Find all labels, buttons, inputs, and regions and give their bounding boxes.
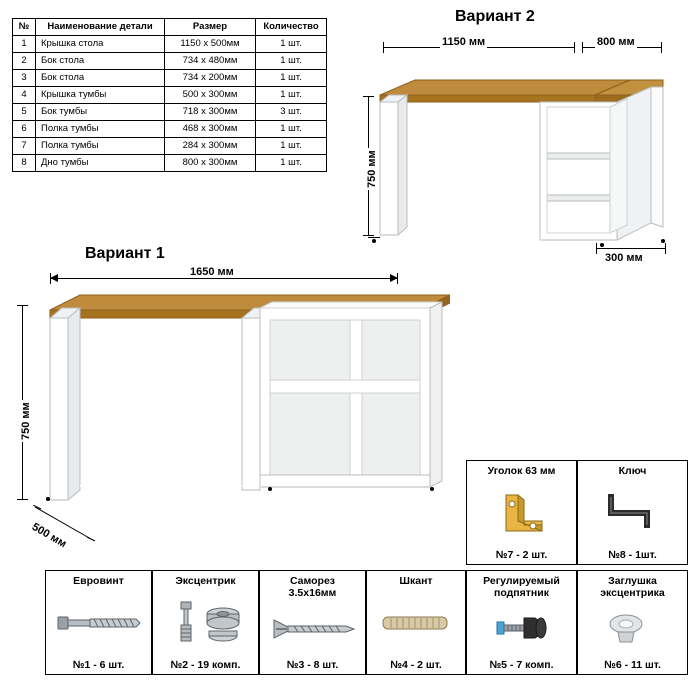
v1-width-arrow-right [390, 274, 398, 282]
v2-height-tick-bottom [363, 235, 374, 236]
hardware-title: Эксцентрик [175, 575, 236, 587]
v2-marker-mid [600, 243, 604, 247]
hardware-title [600, 575, 665, 599]
hardware-title-line1: Регулируемый [483, 575, 560, 587]
cell-size: 468 х 300мм [165, 121, 256, 138]
hardware-box-cam-lock [152, 570, 259, 675]
hardware-title-line2: эксцентрика [600, 587, 665, 599]
v1-marker-left [46, 497, 50, 501]
cell-name: Полка тумбы [36, 138, 165, 155]
v2-depth-tick-right [661, 42, 662, 53]
variant2-drawing [355, 35, 685, 260]
cell-qty: 1 шт. [256, 36, 327, 53]
v2-baseline-left [368, 237, 380, 238]
hardware-box-cam-cover-cap [577, 570, 688, 675]
table-header-name: Наименование детали [36, 19, 165, 36]
hardware-qty: №4 - 2 шт. [390, 659, 442, 671]
hardware-qty: №6 - 11 шт. [604, 659, 661, 671]
hardware-qty: №8 - 1шт. [608, 549, 657, 561]
cell-num: 3 [13, 70, 36, 87]
hardware-title-line1: Заглушка [608, 575, 657, 587]
table-row [13, 70, 327, 87]
dowel-icon [369, 587, 463, 659]
v1-width-dim-line [50, 278, 398, 279]
cell-name: Крышка тумбы [36, 87, 165, 104]
table-row [13, 104, 327, 121]
self-tapping-screw-icon [262, 599, 363, 659]
hardware-title-line1: Саморез [289, 575, 336, 587]
cell-qty: 1 шт. [256, 87, 327, 104]
variant1-drawing [20, 275, 450, 535]
cell-size: 734 х 200мм [165, 70, 256, 87]
v2-marker-left [372, 239, 376, 243]
table-header-num: № [13, 19, 36, 36]
v2-side-label: 300 мм [605, 252, 643, 264]
cell-name: Дно тумбы [36, 155, 165, 172]
v2-side-dim-line [596, 248, 666, 249]
hardware-qty: №2 - 19 комп. [170, 659, 241, 671]
cell-name: Крышка стола [36, 36, 165, 53]
cell-num: 8 [13, 155, 36, 172]
cell-size: 500 х 300мм [165, 87, 256, 104]
table-row [13, 36, 327, 53]
cell-name: Бок тумбы [36, 104, 165, 121]
hardware-title-line2: 3.5х16мм [288, 587, 337, 599]
hardware-box-self-tapping-screw [259, 570, 366, 675]
hardware-box-corner-bracket [466, 460, 577, 565]
cell-qty: 1 шт. [256, 138, 327, 155]
table-row [13, 138, 327, 155]
cell-size: 284 х 300мм [165, 138, 256, 155]
cam-cover-cap-icon [580, 599, 685, 659]
v1-height-tick-top [17, 305, 28, 306]
v2-side-tick-left [596, 243, 597, 254]
v2-width-label: 1150 мм [442, 36, 486, 48]
hardware-title [289, 575, 337, 599]
cell-size: 718 х 300мм [165, 104, 256, 121]
table-row [13, 87, 327, 104]
table-header-row [13, 19, 327, 36]
hardware-title: Ключ [618, 465, 647, 477]
hardware-title [483, 575, 560, 599]
cell-qty: 1 шт. [256, 155, 327, 172]
hardware-box-hex-key [577, 460, 688, 565]
v1-width-label: 1650 мм [190, 266, 234, 278]
table-row [13, 155, 327, 172]
v2-height-tick-top [363, 96, 374, 97]
cell-name: Бок стола [36, 70, 165, 87]
hardware-qty: №3 - 8 шт. [286, 659, 339, 671]
table-header-qty: Количество [256, 19, 327, 36]
v1-height-tick-bottom [17, 499, 28, 500]
v2-width-tick-right [574, 42, 575, 53]
hardware-qty: №1 - 6 шт. [72, 659, 125, 671]
cam-lock-icon [155, 587, 256, 659]
hardware-title: Шкант [399, 575, 433, 587]
cell-qty: 1 шт. [256, 121, 327, 138]
adjustable-foot-icon [469, 599, 574, 659]
v2-side-tick-right [665, 243, 666, 254]
hardware-box-confirmat-screw [45, 570, 152, 675]
cell-num: 7 [13, 138, 36, 155]
parts-table [12, 18, 327, 172]
cell-size: 1150 х 500мм [165, 36, 256, 53]
cell-qty: 1 шт. [256, 70, 327, 87]
hardware-qty: №5 - 7 комп. [489, 659, 554, 671]
cell-num: 4 [13, 87, 36, 104]
v1-width-arrow-left [50, 274, 58, 282]
v1-marker-mid [268, 487, 272, 491]
corner-bracket-icon [469, 477, 574, 549]
hardware-title-line2: подпятник [494, 587, 549, 599]
hardware-box-dowel [366, 570, 466, 675]
v1-marker-right [430, 487, 434, 491]
v2-marker-right [661, 239, 665, 243]
hardware-title: Уголок 63 мм [487, 465, 556, 477]
hardware-title: Еврoвинт [73, 575, 124, 587]
cell-num: 5 [13, 104, 36, 121]
cell-name: Полка тумбы [36, 121, 165, 138]
cell-num: 6 [13, 121, 36, 138]
confirmat-screw-icon [48, 587, 149, 659]
table-header-size: Размер [165, 19, 256, 36]
cell-num: 2 [13, 53, 36, 70]
v2-height-label: 750 мм [366, 150, 378, 188]
hardware-qty: №7 - 2 шт. [495, 549, 548, 561]
hex-key-icon [580, 477, 685, 549]
cell-name: Бок стола [36, 53, 165, 70]
variant2-title: Вариант 2 [455, 8, 535, 25]
cell-qty: 1 шт. [256, 53, 327, 70]
variant1-title: Вариант 1 [85, 245, 165, 262]
cell-size: 800 х 300мм [165, 155, 256, 172]
cell-size: 734 х 480мм [165, 53, 256, 70]
v1-height-label: 750 мм [20, 402, 32, 440]
v1-depth-label: 500 мм [29, 521, 69, 551]
table-row [13, 121, 327, 138]
v2-depth-tick-left [582, 42, 583, 53]
table-row [13, 53, 327, 70]
cell-qty: 3 шт. [256, 104, 327, 121]
v2-depth-label: 800 мм [597, 36, 635, 48]
v2-width-tick-left [383, 42, 384, 53]
hardware-box-adjustable-foot [466, 570, 577, 675]
cell-num: 1 [13, 36, 36, 53]
